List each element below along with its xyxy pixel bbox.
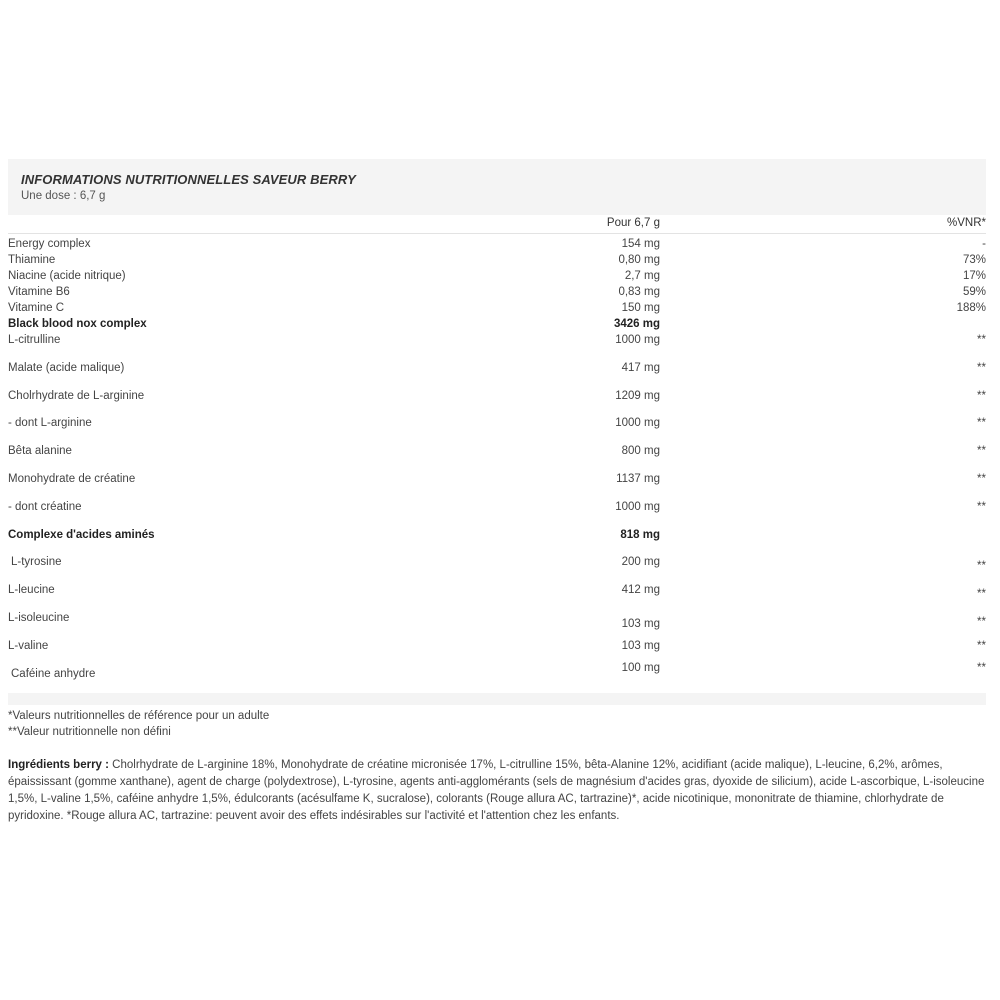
ingredients-block [8, 757, 988, 825]
table-row [8, 612, 986, 628]
ingredients-label: Ingrédients berry : [8, 759, 109, 771]
nutrient-amount: 200 mg [621, 556, 660, 568]
nutrient-name: Monohydrate de créatine [8, 473, 136, 485]
column-amount-header: Pour 6,7 g [606, 217, 660, 229]
nutrient-amount: 0,80 mg [618, 254, 660, 266]
table-row [8, 390, 986, 406]
nutrient-amount: 800 mg [621, 445, 660, 457]
nutrient-vnr: ** [977, 445, 986, 457]
nutrient-amount: 150 mg [621, 302, 660, 314]
nutrient-name: Thiamine [8, 254, 56, 266]
nutrient-name: L-tyrosine [11, 556, 62, 568]
nutrient-amount: 103 mg [621, 618, 660, 630]
nutrient-name: L-valine [8, 640, 49, 652]
nutrient-amount: 2,7 mg [624, 270, 660, 282]
table-row [8, 302, 986, 318]
table-row [8, 417, 986, 433]
nutrient-vnr: 188% [956, 302, 986, 314]
nutrient-vnr: 17% [962, 270, 986, 282]
serving-size: Une dose : 6,7 g [21, 190, 106, 202]
table-row [8, 662, 986, 684]
nutrient-name: Energy complex [8, 238, 91, 250]
nutrient-vnr: ** [977, 640, 986, 652]
nutrient-vnr: ** [977, 473, 986, 485]
ingredients-text: Cholrhydrate de L-arginine 18%, Monohydrate de créatine micronisée 17%, L-citrulline 15%, bêta-Alanine 12%, acidifiant (acide malique), L-leucine, 6,2%, arômes, épaississant (gomme xanthane), agent de charge (polydextrose), L-tyrosine, agents anti-agglomérants (sels de magnésium d'acides gras, dyoxide de silicium), acide L-ascorbique, L-isoleucine 1,5%, L-valine 1,5%, caféine anhydre 1,5%, édulcorants (acésulfame K, sucralose), colorants (Rouge allura AC, tartrazine)*, acide nicotinique, mononitrate de thiamine, chlorhydrate de pyridoxine. *Rouge allura AC, tartrazine: peuvent avoir des effets indésirables sur l'activité et l'attention chez les enfants. [8, 759, 985, 822]
nutrient-name: Malate (acide malique) [8, 362, 125, 374]
nutrient-vnr: ** [977, 501, 986, 513]
nutrient-vnr: ** [977, 334, 986, 346]
nutrient-name: Caféine anhydre [11, 668, 96, 680]
table-row [8, 501, 986, 517]
column-headers [8, 215, 986, 234]
nutrient-vnr: ** [977, 390, 986, 402]
nutrient-vnr: ** [977, 662, 986, 674]
table-row [8, 362, 986, 378]
nutrient-vnr: ** [977, 588, 986, 600]
nutrient-name: Niacine (acide nitrique) [8, 270, 126, 282]
table-row [8, 445, 986, 461]
nutrient-name: Black blood nox complex [8, 318, 147, 330]
nutrient-amount: 818 mg [620, 529, 660, 541]
table-row [8, 270, 986, 286]
nutrient-name: L-citrulline [8, 334, 61, 346]
nutrient-name: Vitamine C [8, 302, 65, 314]
table-row [8, 556, 986, 572]
nutrient-name: Vitamine B6 [8, 286, 70, 298]
footnotes [8, 708, 269, 740]
nutrient-amount: 0,83 mg [618, 286, 660, 298]
table-row [8, 529, 986, 545]
table-footer-bar [8, 693, 986, 705]
table-row [8, 473, 986, 489]
table-row [8, 640, 986, 656]
nutrient-vnr: 73% [962, 254, 986, 266]
undefined-footnote: **Valeur nutritionnelle non défini [8, 726, 171, 738]
nutrient-name: - dont L-arginine [8, 417, 92, 429]
table-row [8, 584, 986, 600]
vnr-footnote: *Valeurs nutritionnelles de référence pour un adulte [8, 710, 270, 722]
nutrition-header [8, 159, 986, 215]
nutrient-name: Cholrhydrate de L-arginine [8, 390, 145, 402]
nutrient-vnr: ** [977, 417, 986, 429]
nutrient-amount: 103 mg [621, 640, 660, 652]
nutrient-vnr: ** [977, 362, 986, 374]
nutrient-amount: 1209 mg [615, 390, 660, 402]
nutrient-amount: 412 mg [621, 584, 660, 596]
nutrition-panel [8, 159, 986, 680]
nutrient-name: Complexe d'acides aminés [8, 529, 155, 541]
nutrient-name: - dont créatine [8, 501, 82, 513]
nutrient-amount: 3426 mg [613, 318, 660, 330]
table-row [8, 254, 986, 270]
nutrient-vnr: ** [977, 560, 986, 572]
column-vnr-header: %VNR* [947, 217, 986, 229]
nutrient-vnr: 59% [962, 286, 986, 298]
nutrient-name: Bêta alanine [8, 445, 72, 457]
table-row [8, 238, 986, 254]
nutrient-amount: 1000 mg [615, 334, 660, 346]
nutrition-title: INFORMATIONS NUTRITIONNELLES SAVEUR BERRY [21, 172, 356, 187]
nutrient-amount: 1137 mg [616, 473, 660, 485]
table-row [8, 318, 986, 334]
table-row [8, 334, 986, 350]
nutrient-amount: 154 mg [621, 238, 660, 250]
nutrient-amount: 1000 mg [615, 501, 660, 513]
nutrient-name: L-isoleucine [8, 612, 70, 624]
nutrient-vnr: - [982, 238, 986, 250]
nutrient-vnr: ** [977, 616, 986, 628]
nutrient-name: L-leucine [8, 584, 55, 596]
table-row [8, 286, 986, 302]
nutrient-amount: 100 mg [621, 662, 660, 674]
nutrient-amount: 417 mg [621, 362, 660, 374]
nutrient-amount: 1000 mg [615, 417, 660, 429]
